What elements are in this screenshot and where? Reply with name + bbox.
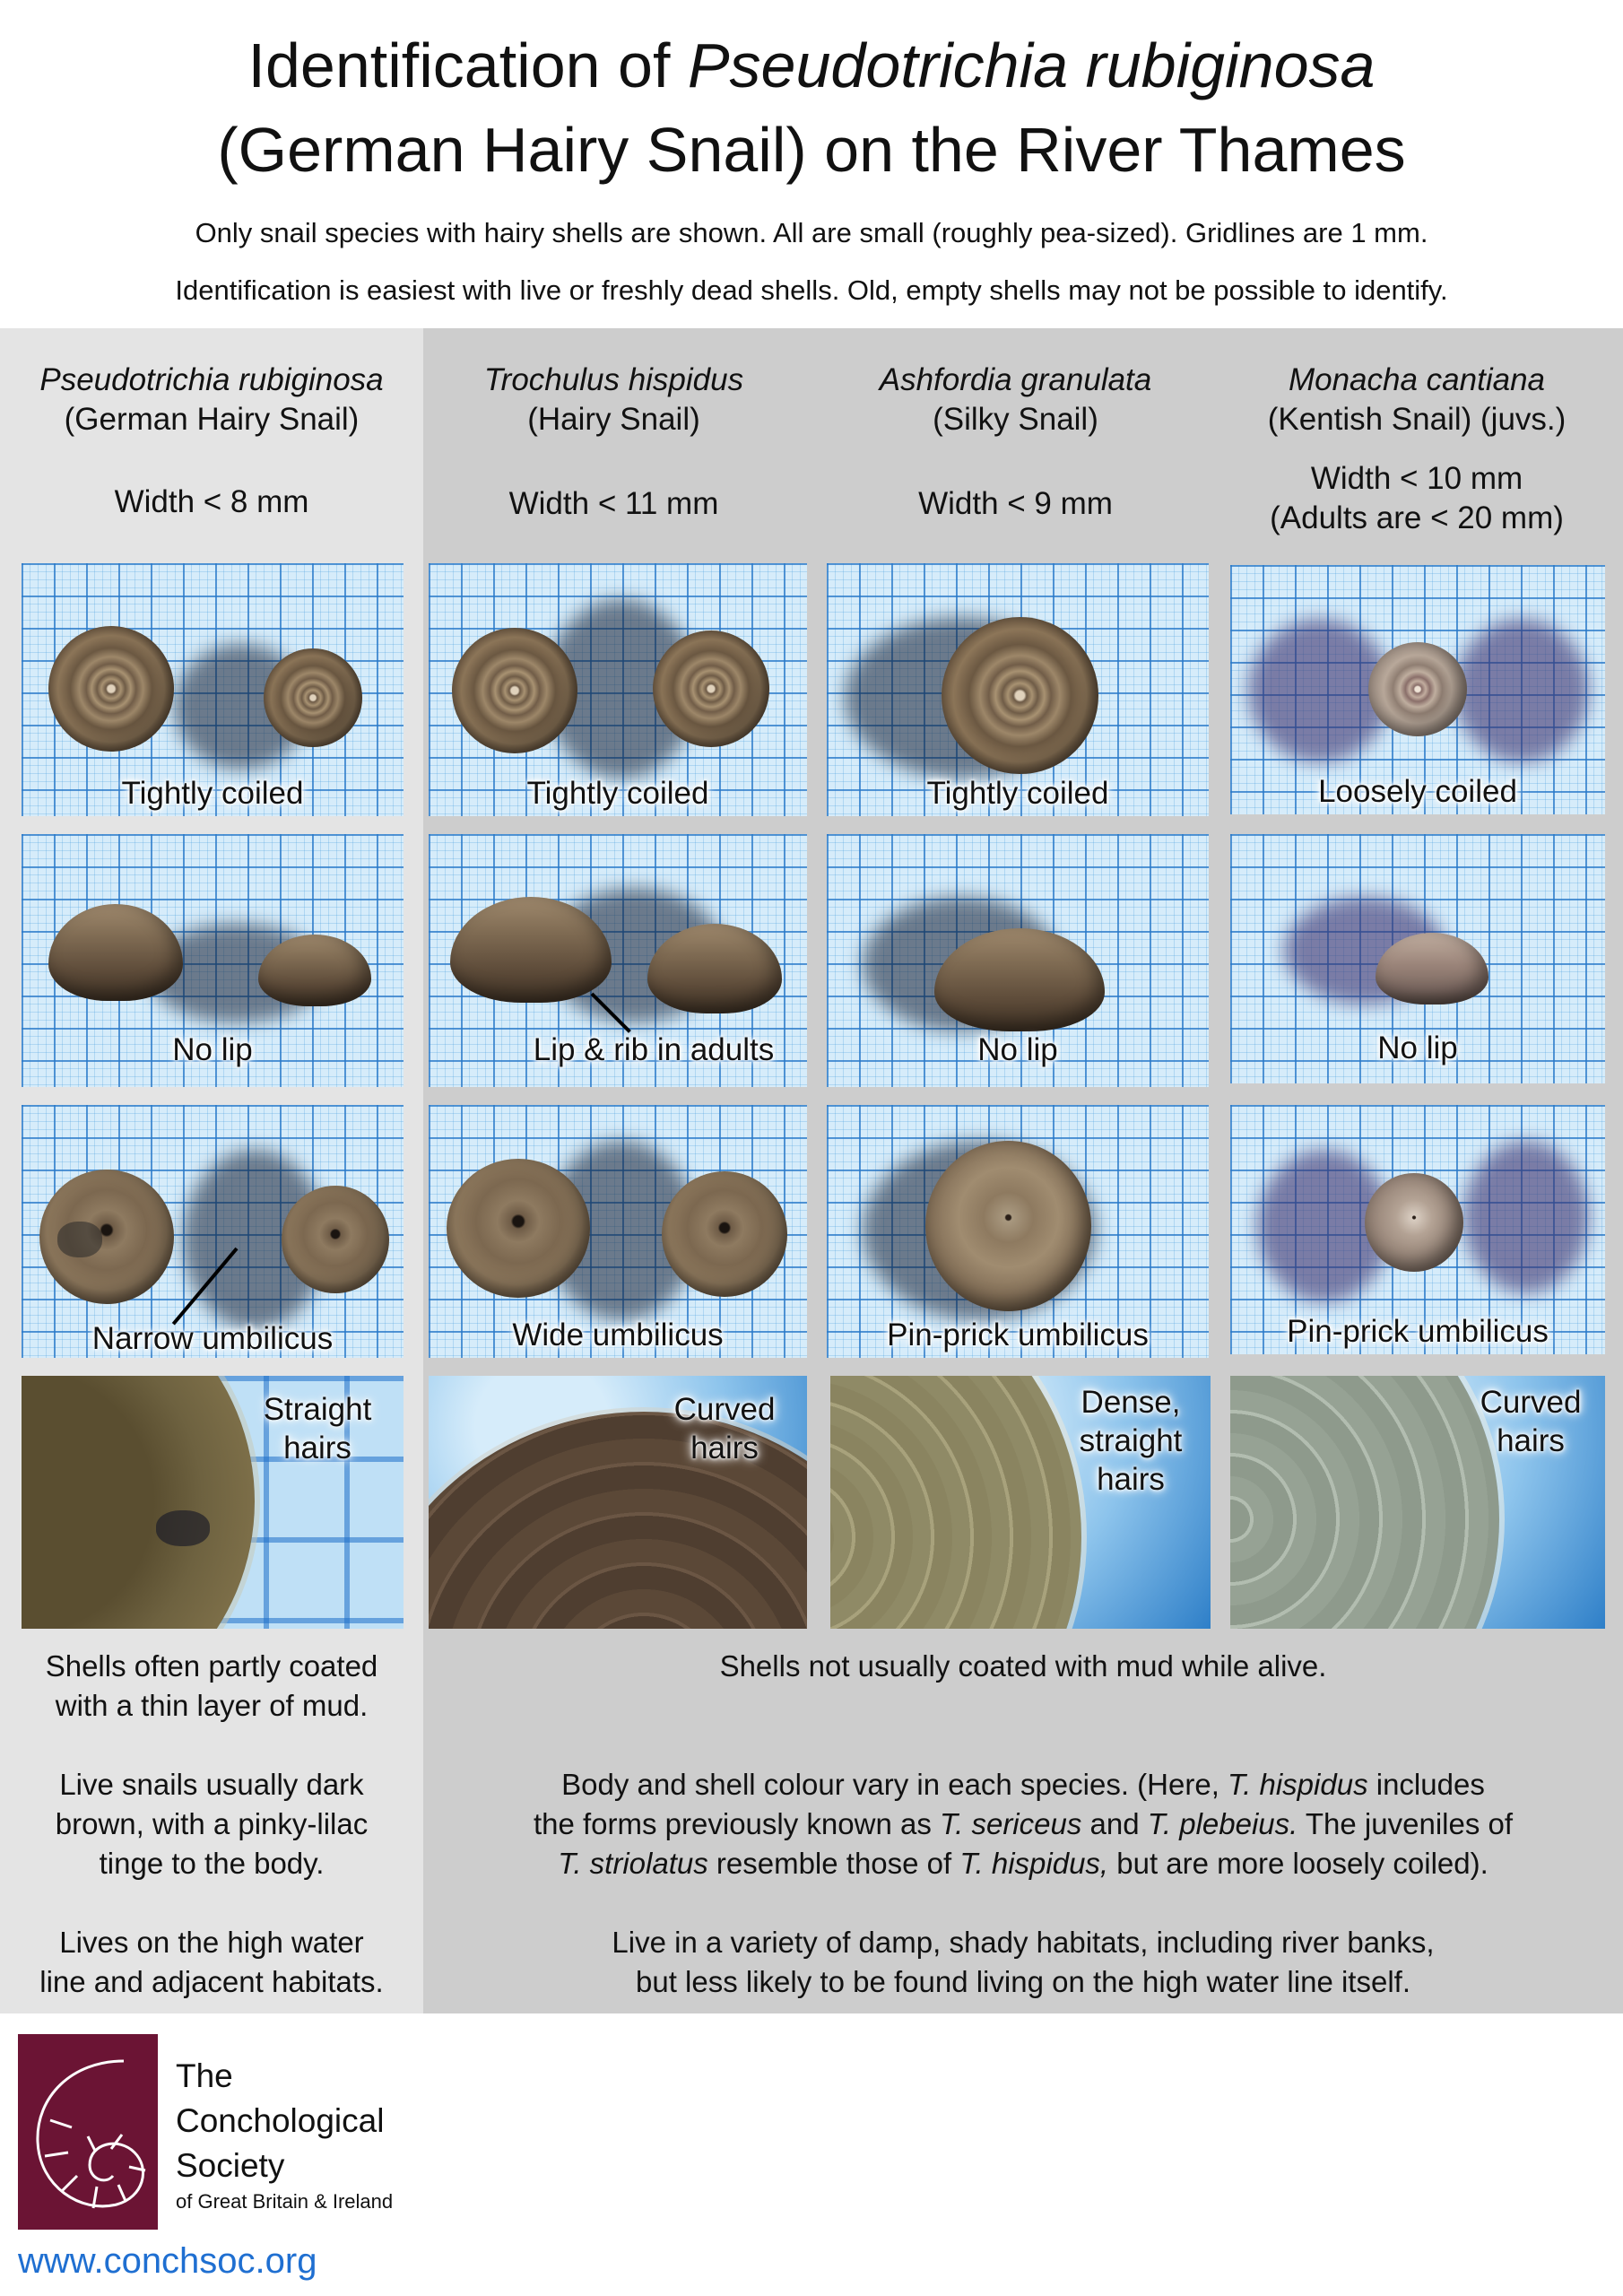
- photo-top-4: [1230, 565, 1605, 814]
- subtitle-2: Identification is easiest with live or freshly dead shells. Old, empty shells may not be possible to identify.: [175, 274, 1448, 306]
- page-title-line2: (German Hairy Snail) on the River Thames: [217, 115, 1406, 185]
- caption-lip-1: No lip: [172, 1032, 253, 1067]
- conchological-society-logo: [18, 2034, 158, 2230]
- caption-coil-1: Tightly coiled: [121, 776, 304, 811]
- photo-hairs-2: [429, 1376, 807, 1629]
- width-3: Width < 9 mm: [918, 486, 1113, 521]
- width-1: Width < 8 mm: [114, 484, 309, 519]
- column-header-4: Monacha cantiana (Kentish Snail) (juvs.): [1267, 362, 1567, 437]
- caption-lip-4: No lip: [1377, 1031, 1458, 1065]
- subtitle-1: Only snail species with hairy shells are shown. All are small (roughly pea-sized). Gridlines are 1 mm.: [195, 217, 1428, 248]
- logo-text-line1: The: [176, 2057, 233, 2094]
- width-4: Width < 10 mm (Adults are < 20 mm): [1270, 461, 1564, 535]
- note-left-colour: Live snails usually dark brown, with a pinky-lilac tinge to the body.: [55, 1768, 369, 1880]
- note-right-colour: Body and shell colour vary in each species. (Here, T. hispidus includes the forms previously known as T. sericeus and T. plebeius. The juveniles of T. striolatus resemble those of T. hispidus, but are more loosely coiled).: [533, 1768, 1514, 1880]
- photo-top-3: [827, 563, 1209, 816]
- photo-under-2: [429, 1105, 807, 1358]
- logo-subtext: of Great Britain & Ireland: [176, 2190, 394, 2213]
- photo-hairs-3: [830, 1376, 1211, 1629]
- ammonite-shell-icon: [18, 2034, 158, 2230]
- logo-text-line2: Conchological: [176, 2102, 385, 2139]
- caption-hairs-4: Curved hairs: [1480, 1385, 1582, 1458]
- note-right-mud: Shells not usually coated with mud while alive.: [719, 1649, 1327, 1683]
- caption-hairs-2: Curved hairs: [673, 1392, 776, 1465]
- photo-hairs-4: [1230, 1376, 1605, 1629]
- caption-hairs-3: Dense, straight hairs: [1079, 1385, 1183, 1497]
- caption-coil-4: Loosely coiled: [1318, 774, 1517, 809]
- photo-under-1: [22, 1105, 404, 1358]
- photo-side-2: [429, 834, 807, 1087]
- page-title: Identification of Pseudotrichia rubiginosa: [247, 30, 1376, 100]
- photo-top-2: [429, 563, 807, 816]
- column-header-2: Trochulus hispidus (Hairy Snail): [483, 362, 744, 437]
- website-link[interactable]: www.conchsoc.org: [18, 2241, 317, 2281]
- caption-umbilicus-3: Pin-prick umbilicus: [887, 1318, 1149, 1352]
- photo-side-4: [1230, 834, 1605, 1083]
- caption-coil-3: Tightly coiled: [926, 776, 1109, 811]
- caption-lip-2: Lip & rib in adults: [533, 1032, 775, 1067]
- photo-side-1: [22, 834, 404, 1087]
- column-header-3: Ashfordia granulata (Silky Snail): [879, 362, 1152, 437]
- caption-hairs-1: Straight hairs: [263, 1392, 372, 1465]
- photo-top-1: [22, 563, 404, 816]
- column-header-1: Pseudotrichia rubiginosa (German Hairy Snail): [39, 362, 384, 437]
- note-left-mud: Shells often partly coated with a thin layer of mud.: [45, 1649, 378, 1722]
- photo-side-3: [827, 834, 1209, 1087]
- logo-text-line3: Society: [176, 2147, 285, 2184]
- header: [0, 0, 1623, 328]
- photo-hairs-1: [22, 1376, 404, 1629]
- caption-umbilicus-2: Wide umbilicus: [512, 1318, 724, 1352]
- caption-umbilicus-4: Pin-prick umbilicus: [1287, 1314, 1549, 1349]
- photo-under-4: [1230, 1105, 1605, 1354]
- caption-umbilicus-1: Narrow umbilicus: [91, 1321, 334, 1356]
- caption-lip-3: No lip: [977, 1032, 1058, 1067]
- note-right-habitat: Live in a variety of damp, shady habitats, including river banks, but less likely to be found living on the high water line itself.: [612, 1926, 1435, 1998]
- photo-under-3: [827, 1105, 1209, 1358]
- caption-coil-2: Tightly coiled: [526, 776, 709, 811]
- note-left-habitat: Lives on the high water line and adjacent habitats.: [39, 1926, 384, 1998]
- width-2: Width < 11 mm: [508, 486, 719, 521]
